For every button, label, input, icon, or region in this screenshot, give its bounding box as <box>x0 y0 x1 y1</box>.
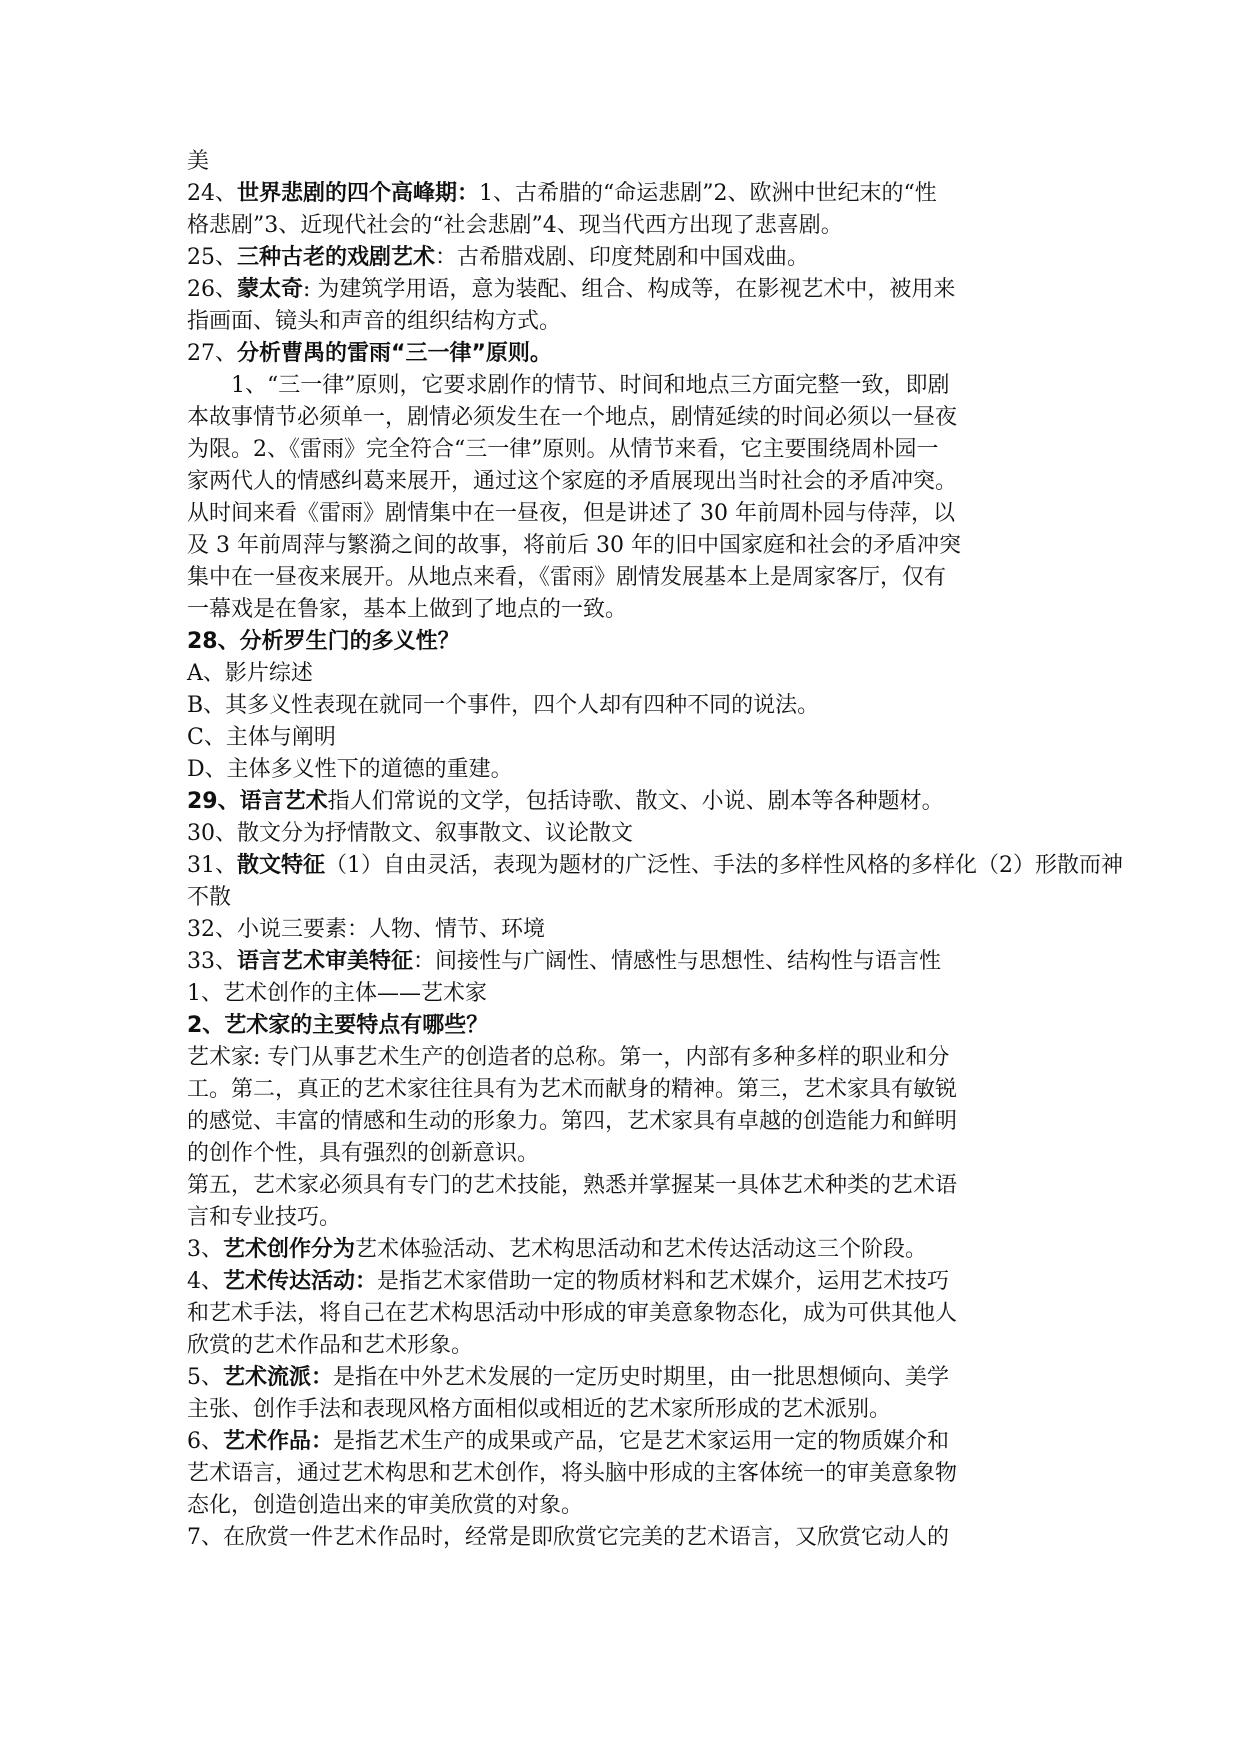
line-33: 第五，艺术家必须具有专门的艺术技能，熟悉并掌握某一具体艺术种类的艺术语 <box>187 1173 958 1198</box>
line-19: C、主体与阐明 <box>187 725 336 750</box>
line-42: 艺术语言，通过艺术构思和艺术创作，将头脑中形成的主客体统一的审美意象物 <box>187 1461 958 1486</box>
line-02: 24、世界悲剧的四个高峰期：1、古希腊的“命运悲剧”2、欧洲中世纪末的“性 <box>187 181 937 206</box>
line-25: 32、小说三要素：人物、情节、环境 <box>187 917 545 942</box>
line-09: 本故事情节必须单一，剧情必须发生在一个地点，剧情延续的时间必须以一昼夜 <box>187 405 958 430</box>
line-30: 工。第二，真正的艺术家往往具有为艺术而献身的精神。第三，艺术家具有敏锐 <box>187 1077 958 1102</box>
document-page <box>187 146 1227 1554</box>
line-05: 26、蒙太奇: 为建筑学用语，意为装配、组合、构成等，在影视艺术中，被用来 <box>187 277 956 302</box>
line-15: 一幕戏是在鲁家，基本上做到了地点的一致。 <box>187 597 628 622</box>
line-38: 欣赏的艺术作品和艺术形象。 <box>187 1333 474 1358</box>
line-34: 言和专业技巧。 <box>187 1205 342 1230</box>
line-03: 格悲剧”3、近现代社会的“社会悲剧”4、现当代西方出现了悲喜剧。 <box>187 213 843 238</box>
line-23: 31、散文特征（1）自由灵活，表现为题材的广泛性、手法的多样性风格的多样化（2）形散而神 <box>187 853 1124 878</box>
line-28: 2、艺术家的主要特点有哪些？ <box>187 1013 489 1038</box>
line-37: 和艺术手法，将自己在艺术构思活动中形成的审美意象物态化，成为可供其他人 <box>187 1301 958 1326</box>
line-43: 态化，创造创造出来的审美欣赏的对象。 <box>187 1493 584 1518</box>
line-04: 25、三种古老的戏剧艺术：古希腊戏剧、印度梵剧和中国戏曲。 <box>187 245 810 270</box>
line-18: B、其多义性表现在就同一个事件，四个人却有四种不同的说法。 <box>187 693 820 718</box>
line-24: 不散 <box>187 885 232 910</box>
line-13: 及 3 年前周萍与繁漪之间的故事，将前后 30 年的旧中国家庭和社会的矛盾冲突 <box>187 533 961 558</box>
line-06: 指画面、镜头和声音的组织结构方式。 <box>187 309 562 334</box>
line-44: 7、在欣赏一件艺术作品时，经常是即欣赏它完美的艺术语言，又欣赏它动人的 <box>187 1525 949 1550</box>
line-31: 的感觉、丰富的情感和生动的形象力。第四，艺术家具有卓越的创造能力和鲜明 <box>187 1109 958 1134</box>
line-01: 美 <box>187 149 210 174</box>
line-17: A、影片综述 <box>187 661 313 686</box>
line-27: 1、艺术创作的主体——艺术家 <box>187 981 487 1006</box>
line-11: 家两代人的情感纠葛来展开，通过这个家庭的矛盾展现出当时社会的矛盾冲突。 <box>187 469 958 494</box>
line-26: 33、语言艺术审美特征：间接性与广阔性、情感性与思想性、结构性与语言性 <box>187 949 942 974</box>
line-32: 的创作个性，具有强烈的创新意识。 <box>187 1141 540 1166</box>
line-14: 集中在一昼夜来展开。从地点来看，《雷雨》剧情发展基本上是周家客厅，仅有 <box>187 565 947 590</box>
line-20: D、主体多义性下的道德的重建。 <box>187 757 513 782</box>
line-36: 4、艺术传达活动：是指艺术家借助一定的物质材料和艺术媒介，运用艺术技巧 <box>187 1269 950 1294</box>
line-29: 艺术家: 专门从事艺术生产的创造者的总称。第一，内部有多种多样的职业和分 <box>187 1045 950 1070</box>
line-21: 29、语言艺术指人们常说的文学，包括诗歌、散文、小说、剧本等各种题材。 <box>187 789 944 814</box>
line-16: 28、分析罗生门的多义性？ <box>187 629 460 654</box>
line-35: 3、艺术创作分为艺术体验活动、艺术构思活动和艺术传达活动这三个阶段。 <box>187 1237 928 1262</box>
line-07: 27、分析曹禺的雷雨“三一律”原则。 <box>187 341 552 366</box>
line-10: 为限。2、《雷雨》完全符合“三一律”原则。从情节来看，它主要围绕周朴园一 <box>187 437 939 462</box>
line-41: 6、艺术作品：是指艺术生产的成果或产品，它是艺术家运用一定的物质媒介和 <box>187 1429 950 1454</box>
line-39: 5、艺术流派：是指在中外艺术发展的一定历史时期里，由一批思想倾向、美学 <box>187 1365 950 1390</box>
line-12: 从时间来看《雷雨》剧情集中在一昼夜，但是讲述了 30 年前周朴园与侍萍，以 <box>187 501 955 526</box>
line-40: 主张、创作手法和表现风格方面相似或相近的艺术家所形成的艺术派别。 <box>187 1397 892 1422</box>
line-08: 1、“三一律”原则，它要求剧作的情节、时间和地点三方面完整一致，即剧 <box>231 373 950 398</box>
line-22: 30、散文分为抒情散文、叙事散文、议论散文 <box>187 821 633 846</box>
